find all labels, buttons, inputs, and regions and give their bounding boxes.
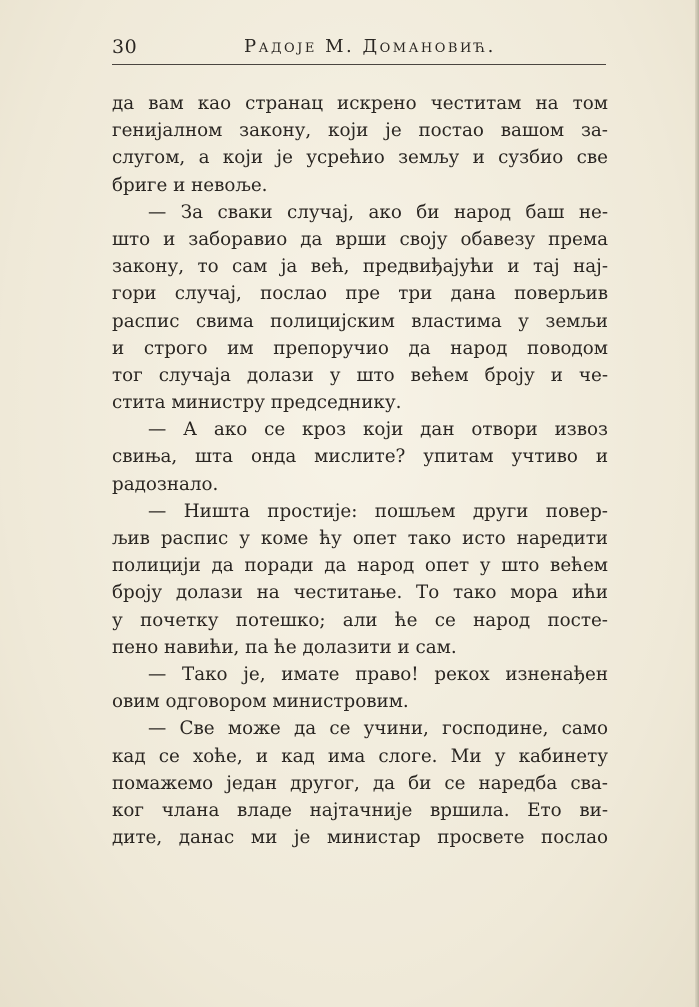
text-line: кад се хоће, и кад има слоге. Ми у кабинету bbox=[112, 745, 608, 767]
text-line: — А ако се кроз који дан отвори извоз bbox=[148, 419, 608, 441]
text-line: броју долази на честитање. То тако мора ићи bbox=[112, 582, 608, 604]
text-line: љив распис у коме ћу опет тако исто наредити bbox=[112, 528, 608, 549]
text-line: радознало. bbox=[112, 473, 219, 495]
header-rule bbox=[112, 64, 606, 65]
page-edge bbox=[695, 0, 699, 1007]
text-line: тог случаја долази у што већем броју и че- bbox=[112, 364, 608, 386]
text-line: — Тако је, имате право! рекох изненађен bbox=[148, 663, 608, 685]
text-line: генијалном закону, који је постао вашом за- bbox=[112, 120, 608, 142]
text-line: распис свима полицијским властима у земљи bbox=[112, 310, 608, 332]
text-line: што и заборавио да врши своју обавезу према bbox=[112, 228, 608, 250]
text-line: пено навићи, па ће долазити и сам. bbox=[112, 636, 457, 658]
text-line: гори случај, послао пре три дана поверљив bbox=[112, 283, 608, 305]
text-line: помажемо један другог, да би се наредба сва- bbox=[112, 772, 608, 794]
text-line: у почетку потешко; али ће се народ посте- bbox=[112, 609, 608, 631]
text-line: — Ништа простије: пошљем други повер- bbox=[148, 500, 608, 522]
text-line: бриге и невоље. bbox=[112, 174, 268, 196]
text-line: свиња, шта онда мислите? упитам учтиво и bbox=[112, 446, 608, 468]
text-line: — За сваки случај, ако би народ баш не- bbox=[148, 201, 608, 223]
text-line: и строго им препоручио да народ поводом bbox=[112, 337, 608, 359]
text-line: ког члана владе најтачније вршила. Ето ви- bbox=[112, 799, 608, 821]
text-line: слугом, а који је усрећио земљу и сузбио све bbox=[112, 147, 608, 169]
text-line: полицији да поради да народ опет у што већем bbox=[112, 555, 608, 577]
page-number: 30 bbox=[112, 36, 138, 58]
text-line: ститa министру председнику. bbox=[112, 392, 402, 414]
page-header bbox=[112, 36, 606, 64]
running-title: Радоје М. Домановић. bbox=[244, 36, 496, 57]
text-line: дите, данас ми је министар просвете послао bbox=[112, 827, 608, 849]
text-line: да вам као странац искрено честитам на том bbox=[112, 93, 608, 114]
text-line: — Све може да се учини, господине, само bbox=[148, 718, 608, 740]
text-line: овим одговором министровим. bbox=[112, 691, 409, 713]
body-text bbox=[112, 90, 608, 851]
text-line: закону, то сам ја већ, предвиђајући и тај нај- bbox=[112, 256, 608, 278]
